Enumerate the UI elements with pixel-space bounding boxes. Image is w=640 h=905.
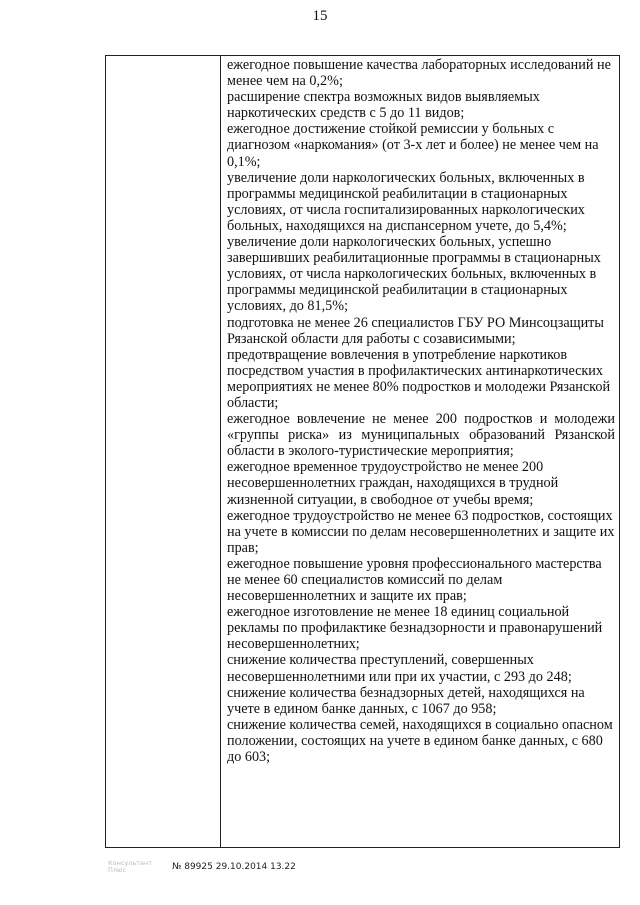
footer-stamp: № 89925 29.10.2014 13.22 <box>172 862 296 872</box>
list-item: снижение количества преступлений, совершенных несовершеннолетними или при их участии, с 293 до 248; <box>227 652 572 685</box>
footer <box>108 860 296 874</box>
list-item: ежегодное вовлечение не менее 200 подростков и молодежи «группы риска» из муниципальных образований Рязанской области в эколого-туристические мероприятия; <box>227 411 615 460</box>
document-table <box>105 55 620 848</box>
list-item: ежегодное повышение уровня профессионального мастерства не менее 60 специалистов комиссий по делам несовершеннолетних и защите их прав; <box>227 555 602 605</box>
list-item: увеличение доли наркологических больных, включенных в программы медицинской реабилитации в стационарных условиях, от числа госпитализированных наркологических больных, находящихся на диспансерном учете, до 5,4%; <box>227 169 585 234</box>
table-left-column <box>106 56 221 847</box>
page-number: 15 <box>312 8 328 24</box>
list-item: ежегодное повышение качества лабораторных исследований не менее чем на 0,2%; <box>227 57 611 90</box>
footer-logo: Консультант Плюс <box>108 859 153 874</box>
list-item: увеличение доли наркологических больных, успешно завершивших реабилитационные программы в стационарных условиях, от числа наркологических больных, включенных в программы медицинской реабилитации в стационарных условиях, до 81,5%; <box>227 234 601 315</box>
list-item: ежегодное изготовление не менее 18 единиц социальной рекламы по профилактике безнадзорности и правонарушений несовершеннолетних; <box>227 604 603 653</box>
list-item: ежегодное достижение стойкой ремиссии у больных с диагнозом «наркомания» (от 3-х лет и более) не менее чем на 0,1%; <box>227 121 599 170</box>
list-item: предотвращение вовлечения в употребление наркотиков посредством участия в профилактических антинаркотических мероприятиях не менее 80% подростков и молодежи Рязанской области; <box>227 346 611 411</box>
list-item: ежегодное трудоустройство не менее 63 подростков, состоящих на учете в комиссии по делам несовершеннолетних и защите их прав; <box>227 507 615 556</box>
list-item: расширение спектра возможных видов выявляемых наркотических средств с 5 до 11 видов; <box>227 89 540 122</box>
list-item: снижение количества семей, находящихся в социально опасном положении, состоящих на учете в едином банке данных, с 680 до 603; <box>227 716 613 766</box>
table-right-column <box>221 56 619 847</box>
list-item: ежегодное временное трудоустройство не менее 200 несовершеннолетних граждан, находящихся в трудной жизненной ситуации, в свободное от учебы время; <box>227 459 559 508</box>
list-item: подготовка не менее 26 специалистов ГБУ РО Минсоцзащиты Рязанской области для работы с созависимыми; <box>227 314 604 347</box>
list-item: снижение количества безнадзорных детей, находящихся на учете в едином банке данных, с 1067 до 958; <box>227 684 585 717</box>
